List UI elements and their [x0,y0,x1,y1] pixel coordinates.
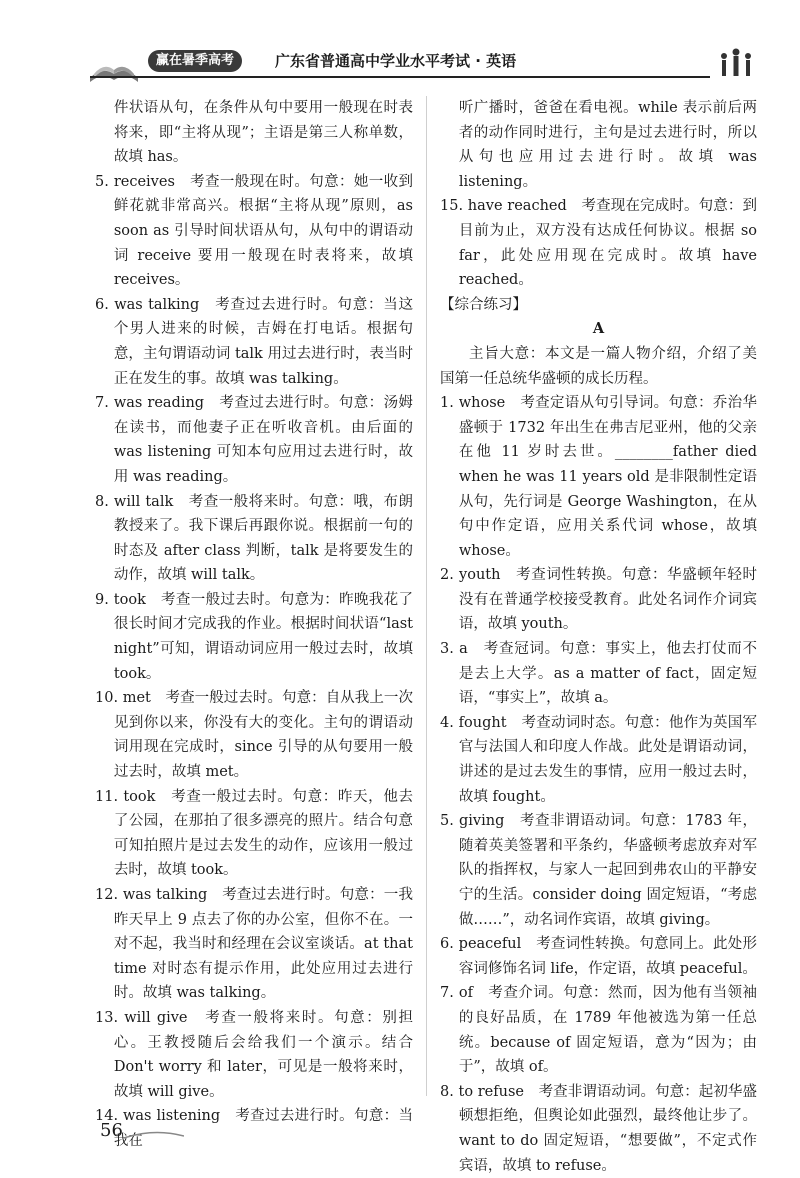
continued-text: 听广播时，爸爸在看电视。while 表示前后两者的动作同时进行，主句是过去进行时，所以从句也应用过去进行时。故填 was listening。 [458,100,757,190]
page-header [0,40,800,96]
header-rule [90,76,710,78]
answer-item: 12. was talking 考查过去进行时。句意：一我昨天早上 9 点去了你的办公室，但你不在。一对不起，我当时和经理在会议室谈话。at that time 对时态有提示作用，此处应用过去进行时。故填 was talking。 [95,887,413,1002]
header-title: 广东省普通高中学业水平考试 · 英语 [275,52,517,70]
answer-item: 3. a 考查冠词。句意：事实上，他去打仗而不是去上大学。as a matter of fact，固定短语，“事实上”，故填 a。 [440,641,757,707]
left-column [95,96,413,1154]
right-column [440,96,757,1178]
answer-item: 6. peaceful 考查词性转换。句意同上。此处形容词修饰名词 life，作定语，故填 peaceful。 [440,936,757,977]
answer-item: 15. have reached 考查现在完成时。句意：到目前为止，双方没有达成任何协议。根据 so far，此处应用现在完成时。故填 have reached。 [440,198,757,289]
answer-item: 11. took 考查一般过去时。句意：昨天，他去了公园，在那拍了很多漂亮的照片。结合句意可知拍照片是过去发生的动作，应该用一般过去时，故填 took。 [95,788,413,879]
header-badge: 赢在暑季高考 [148,50,242,72]
answer-item: 5. giving 考查非谓语动词。句意：1783 年，随着英美签署和平条约，华盛顿考虑放弃对军队的指挥权，与家人一起回到弗农山的平静安宁的生活。consider doing 固定短语，“考虑做……”，动名词作宾语，故填 giving。 [440,813,757,928]
answer-item: 14. was listening 考查过去进行时。句意：当我在 [95,1108,413,1149]
people-icon [716,42,756,86]
decorative-swoosh-icon [124,1128,184,1142]
page-number: 56 [100,1120,123,1141]
answer-item: 13. will give 考查一般将来时。句意：别担心。王教授随后会给我们一个演示。结合 Don't worry 和 later，可见是一般将来时，故填 will give。 [95,1009,413,1100]
answer-item: 7. of 考查介词。句意：然而，因为他有当领袖的良好品质，在 1789 年他被选为第一任总统。because of 固定短语，意为“因为；由于”，故填 of。 [440,985,757,1076]
continued-text: 件状语从句，在条件从句中要用一般现在时表将来，即“主将从现”；主语是第三人称单数，故填 has。 [113,100,413,166]
answer-item: 8. to refuse 考查非谓语动词。句意：起初华盛顿想拒绝，但舆论如此强烈，最终他让步了。want to do 固定短语，“想要做”，不定式作宾语，故填 to refuse。 [440,1083,757,1174]
answer-item: 7. was reading 考查过去进行时。句意：汤姆在读书，而他妻子正在听收音机。由后面的 was listening 可知本句应用过去进行时，故用 was reading。 [95,395,413,485]
passage-label: A [592,320,605,338]
answer-item: 9. took 考查一般过去时。句意为：昨晚我花了很长时间才完成我的作业。根据时间状语“last night”可知，谓语动词应用一般过去时，故填 took。 [95,591,413,682]
open-book-icon [86,48,142,88]
answer-item: 6. was talking 考查过去进行时。句意：当这个男人进来的时候，吉姆在打电话。根据句意，主句谓语动词 talk 用过去进行时，表当时正在发生的事。故填 was talking。 [95,296,413,387]
section-title: 【综合练习】 [440,296,527,313]
answer-item: 4. fought 考查动词时态。句意：他作为英国军官与法国人和印度人作战。此处是谓语动词，讲述的是过去发生的事情，应用一般过去时，故填 fought。 [440,714,757,805]
answer-item: 8. will talk 考查一般将来时。句意：哦，布朗教授来了。我下课后再跟你说。根据前一句的时态及 after class 判断，talk 是将要发生的动作，故填 will talk。 [95,493,413,584]
answer-item: 2. youth 考查词性转换。句意：华盛顿年轻时没有在普通学校接受教育。此处名词作介词宾语，故填 youth。 [440,567,757,633]
column-divider [426,96,427,1096]
main-idea: 主旨大意：本文是一篇人物介绍，介绍了美国第一任总统华盛顿的成长历程。 [440,345,757,387]
answer-item: 1. whose 考查定语从句引导词。句意：乔治华盛顿于 1732 年出生在弗吉尼亚州，他的父亲在他 11 岁时去世。________father died when he was 11 years old 是非限制性定语从句，先行词是 George Washington，在从句中作定语，应用关系代词 whose，故填 whose。 [440,395,757,559]
answer-item: 10. met 考查一般过去时。句意：自从我上一次见到你以来，你没有大的变化。主句的谓语动词用现在完成时，since 引导的从句要用一般过去时，故填 met。 [95,690,413,781]
answer-item: 5. receives 考查一般现在时。句意：她一收到鲜花就非常高兴。根据“主将从现”原则，as soon as 引导时间状语从句，从句中的谓语动词 receive 要用一般现在时表将来，故填 receives。 [95,173,413,289]
